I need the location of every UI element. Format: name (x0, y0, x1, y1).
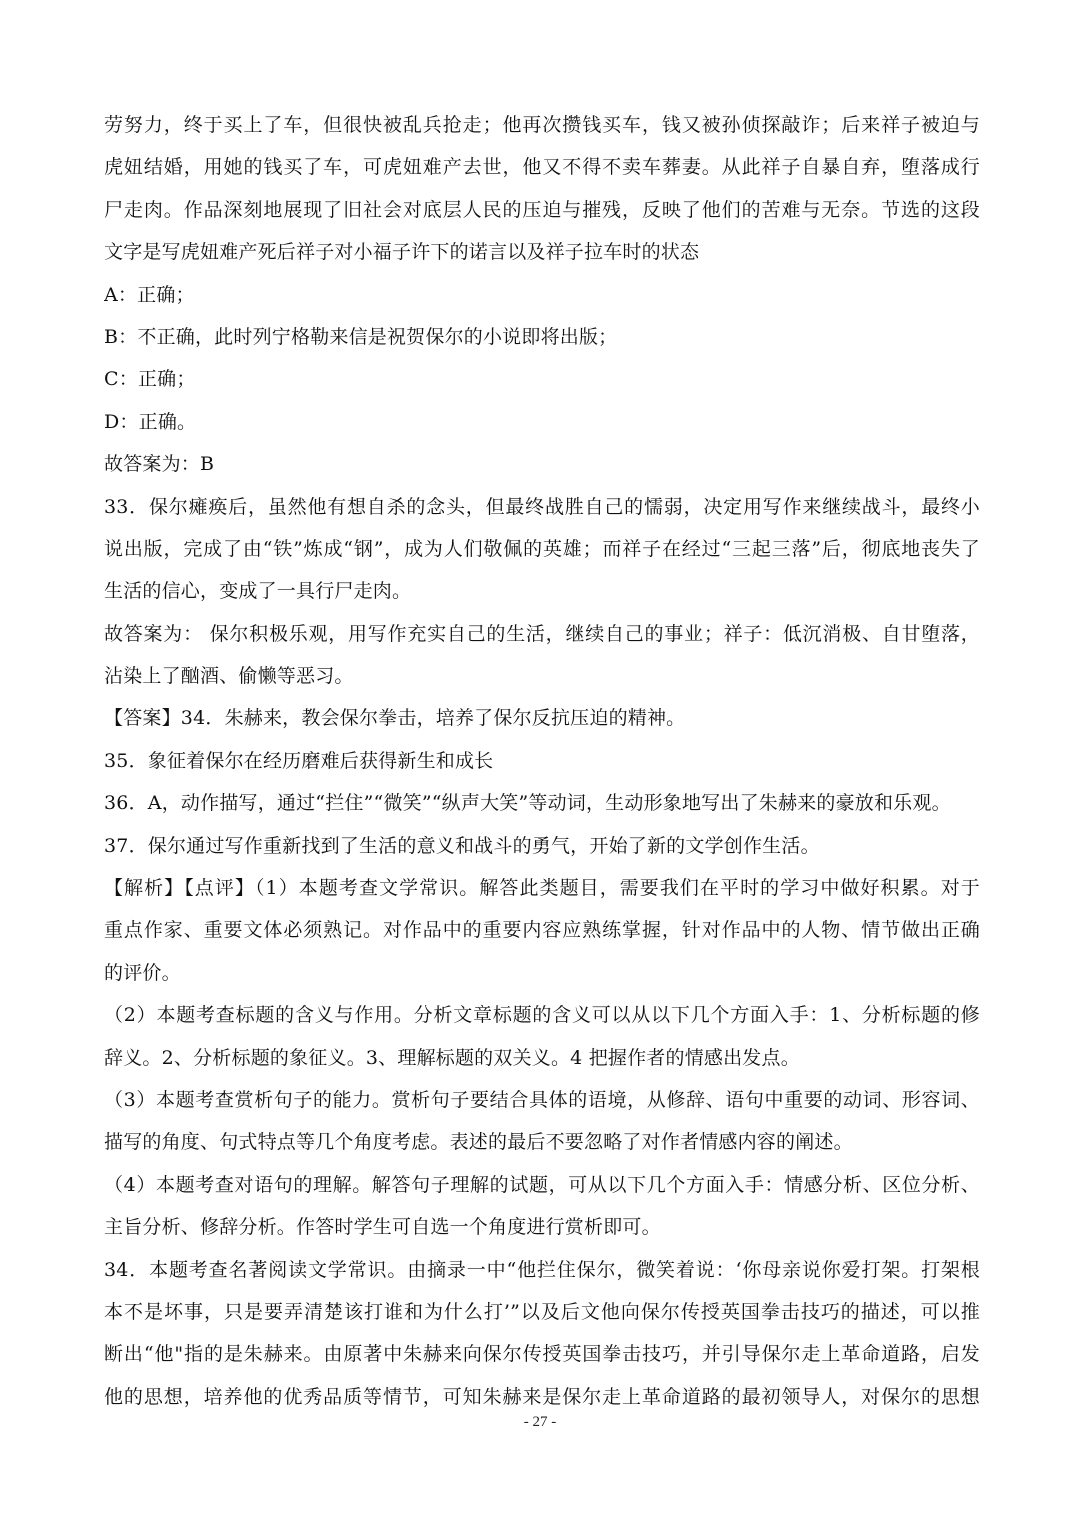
page-number: - 27 - (523, 1414, 557, 1430)
text-line: 文字是写虎妞难产死后祥子对小福子许下的诺言以及祥子拉车时的状态 (104, 241, 700, 264)
text-line: 【答案】34．朱赫来，教会保尔拳击，培养了保尔反抗压迫的精神。 (104, 707, 686, 730)
text-line: 生活的信心，变成了一具行尸走肉。 (104, 580, 412, 603)
text-line: D：正确。 (104, 410, 197, 433)
text-line: B：不正确，此时列宁格勒来信是祝贺保尔的小说即将出版； (104, 325, 618, 348)
text-line: （3）本题考查赏析句子的能力。赏析句子要结合具体的语境，从修辞、语句中重要的动词、形容词、 (104, 1088, 980, 1111)
text-line: 断出“他"指的是朱赫来。由原著中朱赫来向保尔传授英国拳击技巧，并引导保尔走上革命道路，启发 (104, 1343, 980, 1366)
document-body (104, 104, 980, 1418)
text-line: 虎妞结婚，用她的钱买了车，可虎妞难产去世，他又不得不卖车葬妻。从此祥子自暴自弃，堕落成行 (104, 156, 980, 179)
text-line: 辞义。2、分析标题的象征义。3、理解标题的双关义。4 把握作者的情感出发点。 (104, 1046, 800, 1069)
text-line: C：正确； (104, 368, 196, 391)
text-line: 故答案为：B (104, 453, 215, 476)
text-line: 说出版，完成了由“铁”炼成“钢”，成为人们敬佩的英雄；而祥子在经过“三起三落”后，彻底地丧失了 (104, 537, 980, 560)
text-line: 沾染上了酗酒、偷懒等恶习。 (104, 665, 354, 688)
text-line: 描写的角度、句式特点等几个角度考虑。表述的最后不要忽略了对作者情感内容的阐述。 (104, 1131, 853, 1154)
text-line: （4）本题考查对语句的理解。解答句子理解的试题，可从以下几个方面入手：情感分析、区位分析、 (104, 1173, 980, 1196)
text-line: 尸走肉。作品深刻地展现了旧社会对底层人民的压迫与摧残，反映了他们的苦难与无奈。节选的这段 (104, 198, 980, 221)
text-line: 34．本题考查名著阅读文学常识。由摘录一中“他拦住保尔，微笑着说：‘你母亲说你爱打架。打架根 (104, 1258, 980, 1281)
text-line: 的评价。 (104, 961, 181, 984)
text-line: 重点作家、重要文体必须熟记。对作品中的重要内容应熟练掌握，针对作品中的人物、情节做出正确 (104, 919, 980, 942)
text-line: 主旨分析、修辞分析。作答时学生可自选一个角度进行赏析即可。 (104, 1216, 661, 1239)
text-line: 35．象征着保尔在经历磨难后获得新生和成长 (104, 749, 494, 772)
text-line: 33．保尔瘫痪后，虽然他有想自杀的念头，但最终战胜自己的懦弱，决定用写作来继续战斗，最终小 (104, 495, 980, 518)
text-line: 他的思想，培养他的优秀品质等情节，可知朱赫来是保尔走上革命道路的最初领导人，对保尔的思想 (104, 1385, 980, 1408)
text-line: 【解析】【点评】（1）本题考查文学常识。解答此类题目，需要我们在平时的学习中做好积累。对于 (104, 877, 980, 900)
text-line: 劳努力，终于买上了车，但很快被乱兵抢走；他再次攒钱买车，钱又被孙侦探敲诈；后来祥子被迫与 (104, 114, 980, 136)
text-line: 37．保尔通过写作重新找到了生活的意义和战斗的勇气，开始了新的文学创作生活。 (104, 834, 820, 857)
text-line: （2）本题考查标题的含义与作用。分析文章标题的含义可以从以下几个方面入手：1、分析标题的修 (104, 1004, 980, 1027)
text-line: 故答案为： 保尔积极乐观，用写作充实自己的生活，继续自己的事业；祥子：低沉消极、自甘堕落， (104, 622, 980, 645)
text-line: 本不是坏事，只是要弄清楚该打谁和为什么打’”以及后文他向保尔传授英国拳击技巧的描述，可以推 (104, 1300, 980, 1323)
text-line: 36．A，动作描写，通过“拦住”“微笑”“纵声大笑”等动词，生动形象地写出了朱赫来的豪放和乐观。 (104, 792, 951, 815)
text-line: A：正确； (104, 283, 195, 306)
